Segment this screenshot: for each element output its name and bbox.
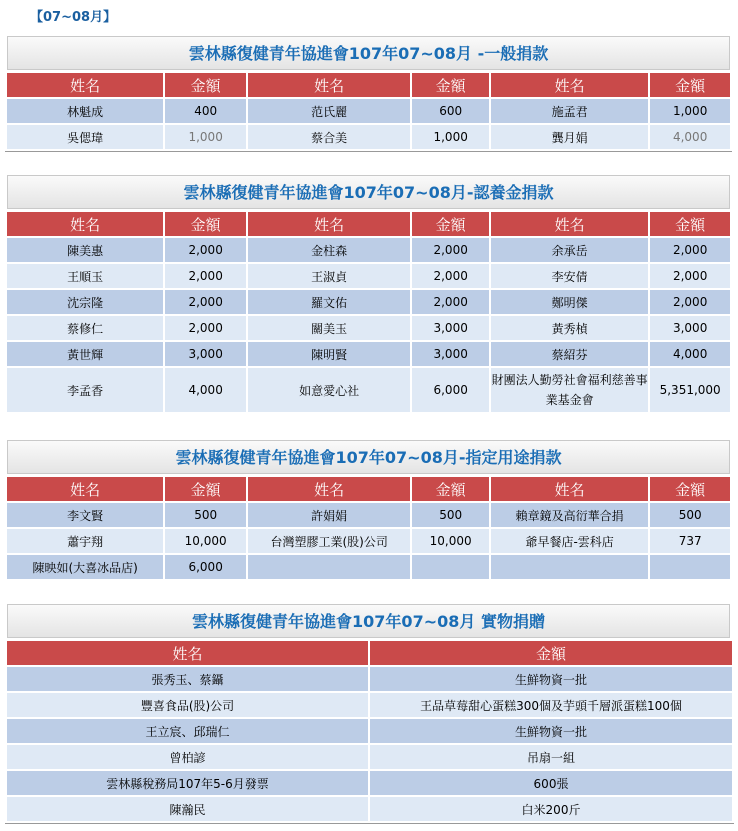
donated-item: 王品草莓甜心蛋糕300個及芋頭千層派蛋糕100個 bbox=[370, 693, 732, 717]
section-title: 雲林縣復健青年協進會107年07~08月 -一般捐款 bbox=[7, 36, 730, 70]
donor-name: 張秀玉、蔡鑷 bbox=[7, 667, 368, 691]
donor-name: 財團法人勤勞社會福利慈善事業基金會 bbox=[491, 368, 648, 412]
table-header-row bbox=[7, 73, 730, 97]
name-header: 姓名 bbox=[248, 73, 410, 97]
donation-amount: 2,000 bbox=[650, 238, 730, 262]
donor-name: 范氏麗 bbox=[248, 99, 410, 123]
donation-amount: 4,000 bbox=[650, 125, 730, 149]
section-sponsorship-donations bbox=[7, 175, 730, 414]
donation-amount: 500 bbox=[165, 503, 246, 527]
name-header: 姓名 bbox=[7, 641, 368, 665]
donation-amount: 2,000 bbox=[165, 316, 246, 340]
donation-amount: 10,000 bbox=[165, 529, 246, 553]
name-header: 姓名 bbox=[248, 212, 410, 236]
section-title: 雲林縣復健青年協進會107年07~08月-認養金捐款 bbox=[7, 175, 730, 209]
donor-name: 李安倩 bbox=[491, 264, 648, 288]
table-row bbox=[7, 316, 730, 340]
table-row bbox=[7, 529, 730, 553]
table-row bbox=[7, 99, 730, 123]
donor-name: 鄭明傑 bbox=[491, 290, 648, 314]
donor-name bbox=[491, 555, 648, 579]
table-row bbox=[7, 555, 730, 579]
donation-amount: 500 bbox=[412, 503, 489, 527]
section-general-donations bbox=[7, 36, 730, 152]
name-header: 姓名 bbox=[248, 477, 410, 501]
donation-amount: 2,000 bbox=[165, 290, 246, 314]
donation-amount: 2,000 bbox=[165, 264, 246, 288]
donor-name: 陳明賢 bbox=[248, 342, 410, 366]
donation-table bbox=[5, 639, 734, 824]
donor-name: 蕭宇翔 bbox=[7, 529, 163, 553]
table-header-row bbox=[7, 477, 730, 501]
amount-header: 金額 bbox=[412, 73, 489, 97]
donated-item: 600張 bbox=[370, 771, 732, 795]
donor-name: 黃秀楨 bbox=[491, 316, 648, 340]
section-title: 雲林縣復健青年協進會107年07~08月 實物捐贈 bbox=[7, 604, 730, 638]
donor-name: 黃世輝 bbox=[7, 342, 163, 366]
name-header: 姓名 bbox=[7, 212, 163, 236]
donation-amount: 4,000 bbox=[165, 368, 246, 412]
table-header-row bbox=[7, 641, 732, 665]
donor-name: 爺早餐店-雲科店 bbox=[491, 529, 648, 553]
amount-header: 金額 bbox=[650, 212, 730, 236]
name-header: 姓名 bbox=[491, 73, 648, 97]
section-designated-donations bbox=[7, 440, 730, 581]
donor-name: 吳偲瑋 bbox=[7, 125, 163, 149]
donation-amount: 3,000 bbox=[412, 316, 489, 340]
donor-name: 蔡紹芬 bbox=[491, 342, 648, 366]
amount-header: 金額 bbox=[412, 212, 489, 236]
amount-header: 金額 bbox=[650, 73, 730, 97]
donor-name: 賴章鏡及高衍華合捐 bbox=[491, 503, 648, 527]
donation-amount: 6,000 bbox=[165, 555, 246, 579]
donation-amount: 1,000 bbox=[412, 125, 489, 149]
donation-amount: 6,000 bbox=[412, 368, 489, 412]
donated-item: 白米200斤 bbox=[370, 797, 732, 821]
amount-header: 金額 bbox=[370, 641, 732, 665]
table-row bbox=[7, 342, 730, 366]
donation-amount: 3,000 bbox=[650, 316, 730, 340]
donation-amount: 1,000 bbox=[650, 99, 730, 123]
donated-item: 生鮮物資一批 bbox=[370, 667, 732, 691]
donation-amount: 10,000 bbox=[412, 529, 489, 553]
name-header: 姓名 bbox=[491, 212, 648, 236]
donation-amount: 2,000 bbox=[412, 290, 489, 314]
name-header: 姓名 bbox=[491, 477, 648, 501]
donor-name: 余承岳 bbox=[491, 238, 648, 262]
table-row bbox=[7, 745, 732, 769]
name-header: 姓名 bbox=[7, 477, 163, 501]
donor-name: 曾柏諺 bbox=[7, 745, 368, 769]
donor-name: 施孟君 bbox=[491, 99, 648, 123]
table-row bbox=[7, 797, 732, 821]
donor-name: 沈宗隆 bbox=[7, 290, 163, 314]
donor-name: 關美玉 bbox=[248, 316, 410, 340]
donation-amount: 2,000 bbox=[412, 264, 489, 288]
table-row bbox=[7, 693, 732, 717]
period-label: 【07~08月】 bbox=[30, 10, 117, 25]
table-row bbox=[7, 719, 732, 743]
donation-amount: 600 bbox=[412, 99, 489, 123]
donation-amount: 3,000 bbox=[165, 342, 246, 366]
amount-header: 金額 bbox=[165, 477, 246, 501]
table-row bbox=[7, 368, 730, 412]
donation-amount: 2,000 bbox=[650, 264, 730, 288]
donation-table bbox=[5, 475, 732, 581]
amount-header: 金額 bbox=[650, 477, 730, 501]
donor-name: 陳美惠 bbox=[7, 238, 163, 262]
donor-name: 羅文佑 bbox=[248, 290, 410, 314]
table-row bbox=[7, 290, 730, 314]
donor-name: 林魁成 bbox=[7, 99, 163, 123]
donation-amount: 4,000 bbox=[650, 342, 730, 366]
amount-header: 金額 bbox=[412, 477, 489, 501]
donor-name: 蔡修仁 bbox=[7, 316, 163, 340]
table-header-row bbox=[7, 212, 730, 236]
donation-amount: 2,000 bbox=[165, 238, 246, 262]
donation-table bbox=[5, 71, 732, 152]
table-row bbox=[7, 771, 732, 795]
table-row bbox=[7, 238, 730, 262]
donor-name: 王淑貞 bbox=[248, 264, 410, 288]
donor-name: 龔月娟 bbox=[491, 125, 648, 149]
donation-amount: 737 bbox=[650, 529, 730, 553]
donated-item: 生鮮物資一批 bbox=[370, 719, 732, 743]
donor-name: 雲林縣稅務局107年5-6月發票 bbox=[7, 771, 368, 795]
donor-name bbox=[248, 555, 410, 579]
donation-amount bbox=[650, 555, 730, 579]
section-in-kind-donations bbox=[7, 604, 730, 824]
donation-amount: 400 bbox=[165, 99, 246, 123]
amount-header: 金額 bbox=[165, 73, 246, 97]
donor-name: 李孟香 bbox=[7, 368, 163, 412]
table-row bbox=[7, 125, 730, 149]
donor-name: 豐喜食品(股)公司 bbox=[7, 693, 368, 717]
donor-name: 如意愛心社 bbox=[248, 368, 410, 412]
donated-item: 吊扇一組 bbox=[370, 745, 732, 769]
table-row bbox=[7, 667, 732, 691]
donation-table bbox=[5, 210, 732, 414]
donor-name: 王順玉 bbox=[7, 264, 163, 288]
donor-name: 蔡合美 bbox=[248, 125, 410, 149]
donor-name: 許娟娟 bbox=[248, 503, 410, 527]
donation-amount: 2,000 bbox=[650, 290, 730, 314]
donation-amount: 500 bbox=[650, 503, 730, 527]
donation-amount: 3,000 bbox=[412, 342, 489, 366]
donation-amount bbox=[412, 555, 489, 579]
donor-name: 陳瀚民 bbox=[7, 797, 368, 821]
donor-name: 李文賢 bbox=[7, 503, 163, 527]
name-header: 姓名 bbox=[7, 73, 163, 97]
donor-name: 陳映如(大喜冰品店) bbox=[7, 555, 163, 579]
section-title: 雲林縣復健青年協進會107年07~08月-指定用途捐款 bbox=[7, 440, 730, 474]
donation-amount: 2,000 bbox=[412, 238, 489, 262]
table-row bbox=[7, 264, 730, 288]
table-row bbox=[7, 503, 730, 527]
donor-name: 台灣塑膠工業(股)公司 bbox=[248, 529, 410, 553]
amount-header: 金額 bbox=[165, 212, 246, 236]
donor-name: 王立宸、邱瑞仁 bbox=[7, 719, 368, 743]
donor-name: 金柱森 bbox=[248, 238, 410, 262]
donation-amount: 5,351,000 bbox=[650, 368, 730, 412]
donation-amount: 1,000 bbox=[165, 125, 246, 149]
